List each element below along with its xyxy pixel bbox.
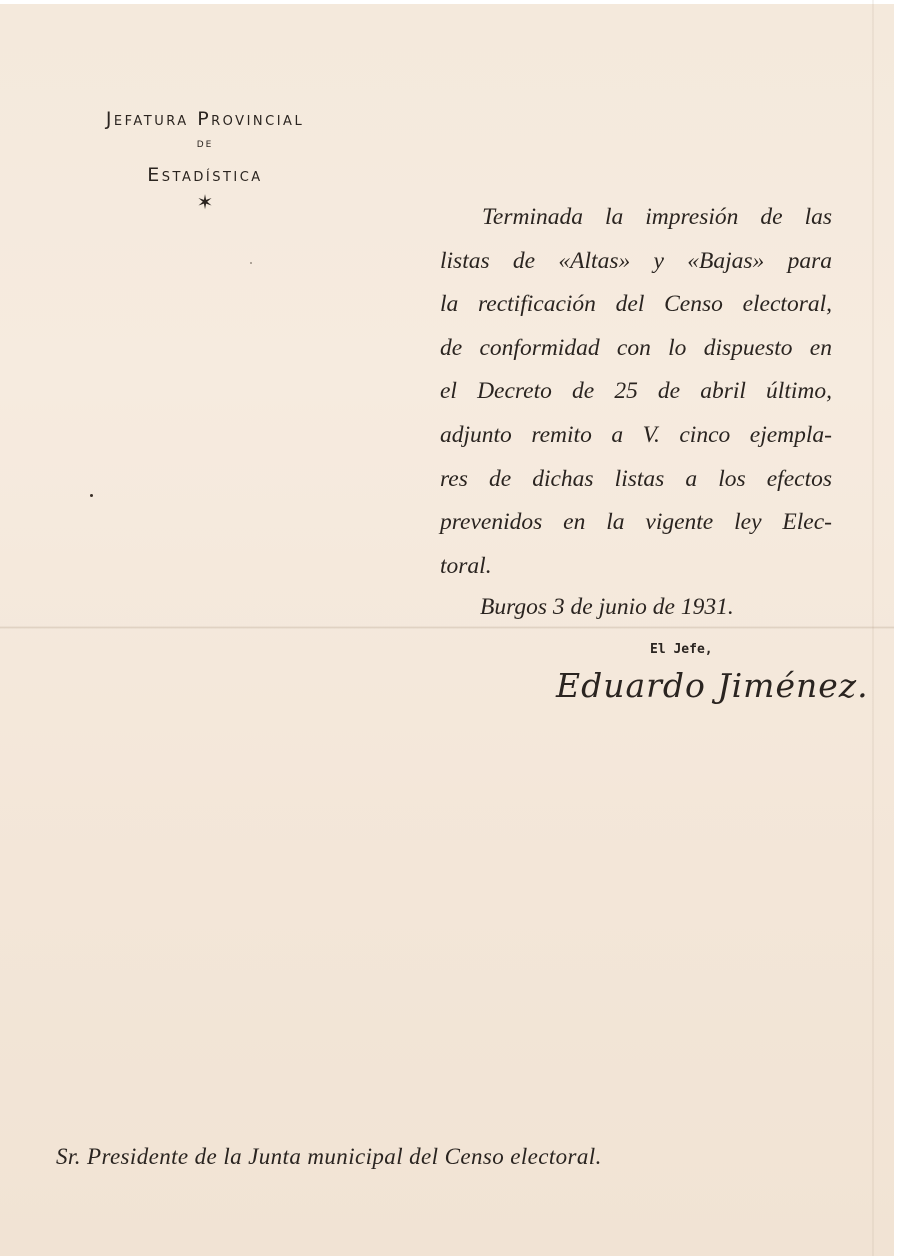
paper-speck [90, 494, 93, 497]
scan-border-top [0, 0, 900, 4]
letterhead [40, 108, 370, 212]
body-line: adjunto remito a V. cinco ejempla- [440, 421, 832, 448]
body-line: listas de «Altas» y «Bajas» para [440, 247, 832, 274]
signatory-title: El Jefe, [650, 642, 713, 657]
paper-speck [250, 262, 252, 264]
body-line: prevenidos en la vigente ley Elec- [440, 509, 832, 536]
star-ornament-icon: ✶ [196, 190, 214, 214]
body-line: de conformidad con lo dispuesto en [440, 334, 832, 361]
vertical-fold-line [872, 0, 874, 1256]
letterhead-line-2: DE [196, 140, 214, 150]
letterhead-line-1: Jefatura Provincial [105, 108, 305, 130]
horizontal-fold-line [0, 626, 900, 629]
body-line: res de dichas listas a los efectos [440, 465, 832, 492]
body-line: la rectificación del Censo electoral, [440, 291, 832, 318]
signature: Eduardo Jiménez. [556, 666, 869, 705]
body-line: el Decreto de 25 de abril último, [440, 378, 832, 405]
letter-body [440, 196, 832, 588]
body-line: Terminada la impresión de las [482, 204, 832, 230]
letterhead-line-3: Estadística [147, 164, 263, 186]
date-line: Burgos 3 de junio de 1931. [480, 594, 734, 620]
body-line: toral. [440, 552, 492, 579]
addressee-line: Sr. Presidente de la Junta municipal del Censo electoral. [56, 1144, 602, 1169]
scan-border-right [894, 0, 900, 1256]
